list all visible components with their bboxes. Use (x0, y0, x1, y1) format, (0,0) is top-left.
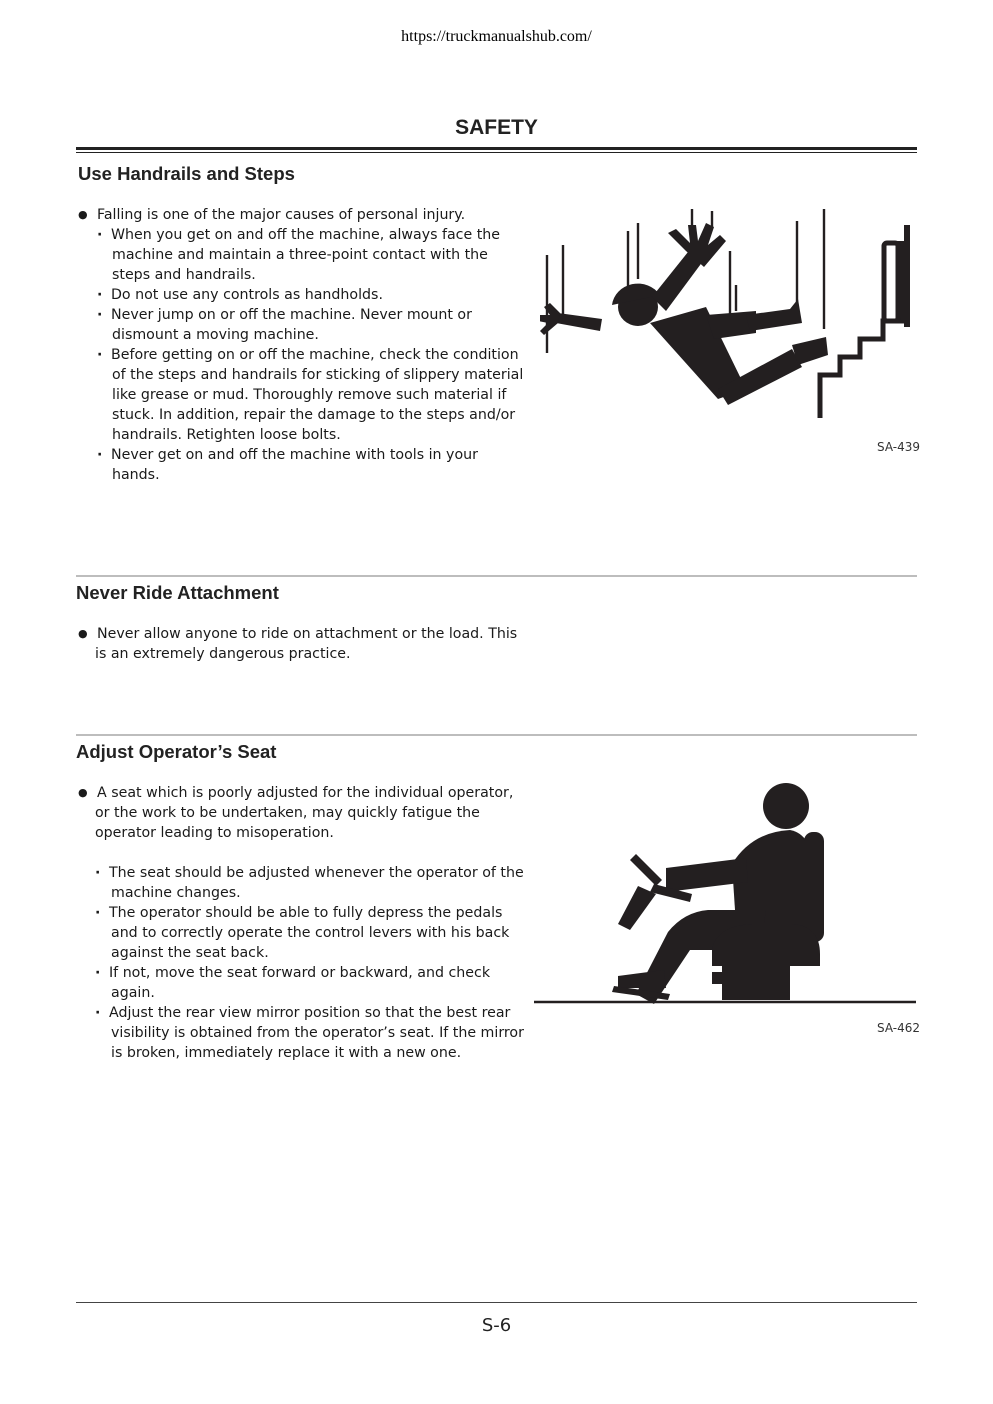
text-line: operator leading to misoperation. (95, 825, 334, 841)
never-ride-text (78, 624, 517, 664)
page-title: SAFETY (455, 116, 538, 139)
text-line: Never get on and off the machine with tools in your (111, 447, 478, 463)
text-line: and to correctly operate the control levers with his back (111, 925, 510, 941)
footer-rule (76, 1302, 917, 1303)
falling-person-illustration (540, 205, 915, 425)
title-rule-thin (76, 152, 917, 153)
sub-bullet-item (78, 305, 523, 325)
text-line: handrails. Retighten loose bolts. (112, 427, 341, 443)
title-rule (76, 147, 917, 150)
text-line: The operator should be able to fully depress the pedals (109, 905, 503, 921)
spacer (78, 843, 524, 863)
text-line: stuck. In addition, repair the damage to the steps and/or (112, 407, 516, 423)
figure-code: SA-462 (877, 1021, 921, 1035)
text-line: If not, move the seat forward or backward, and check (109, 965, 491, 981)
figure-code: SA-439 (877, 440, 921, 454)
text-line: hands. (112, 467, 160, 483)
text-line: is an extremely dangerous practice. (95, 646, 351, 662)
source-url: https://truckmanualshub.com/ (401, 28, 592, 45)
text-line: The seat should be adjusted whenever the operator of the (109, 865, 524, 881)
sub-bullet-item (78, 903, 524, 923)
text-line: dismount a moving machine. (112, 327, 319, 343)
page-number: S-6 (481, 1315, 512, 1336)
text-line: machine changes. (111, 885, 241, 901)
text-line: When you get on and off the machine, always face the (111, 227, 501, 243)
text-line: against the seat back. (111, 945, 269, 961)
section-divider (76, 734, 917, 736)
text-line: is broken, immediately replace it with a new one. (111, 1045, 462, 1061)
text-line: of the steps and handrails for sticking of slippery material (112, 367, 524, 383)
text-line: like grease or mud. Thoroughly remove such material if (112, 387, 507, 403)
text-line: or the work to be undertaken, may quickly fatigue the (95, 805, 480, 821)
text-line: machine and maintain a three-point contact with the (112, 247, 488, 263)
section-heading-handrails: Use Handrails and Steps (78, 163, 295, 184)
seat-text (78, 783, 524, 1063)
text-line: again. (111, 985, 155, 1001)
sub-bullet-item (78, 963, 524, 983)
seated-operator-illustration (532, 780, 918, 1006)
bullet-item: ● Falling is one of the major causes of personal injury. (78, 205, 523, 225)
sub-bullet-item (78, 863, 524, 883)
text-line: visibility is obtained from the operator’s seat. If the mirror (111, 1025, 524, 1041)
bullet-item: ● Never allow anyone to ride on attachment or the load. This (78, 624, 517, 644)
section-heading-seat: Adjust Operator’s Seat (76, 741, 277, 762)
text-line: Do not use any controls as handholds. (111, 287, 383, 303)
sub-bullet-item (78, 225, 523, 245)
text-line: Adjust the rear view mirror position so that the best rear (109, 1005, 511, 1021)
section-divider (76, 575, 917, 577)
section-heading-never-ride: Never Ride Attachment (76, 582, 279, 603)
text-line: Before getting on or off the machine, check the condition (111, 347, 519, 363)
sub-bullet-item (78, 445, 523, 465)
handrails-text (78, 205, 523, 485)
bullet-item: ● A seat which is poorly adjusted for the individual operator, (78, 783, 524, 803)
text-line: Never jump on or off the machine. Never mount or (111, 307, 472, 323)
sub-bullet-item (78, 285, 523, 305)
sub-bullet-item (78, 1003, 524, 1023)
text-line: steps and handrails. (112, 267, 256, 283)
sub-bullet-item (78, 345, 523, 365)
